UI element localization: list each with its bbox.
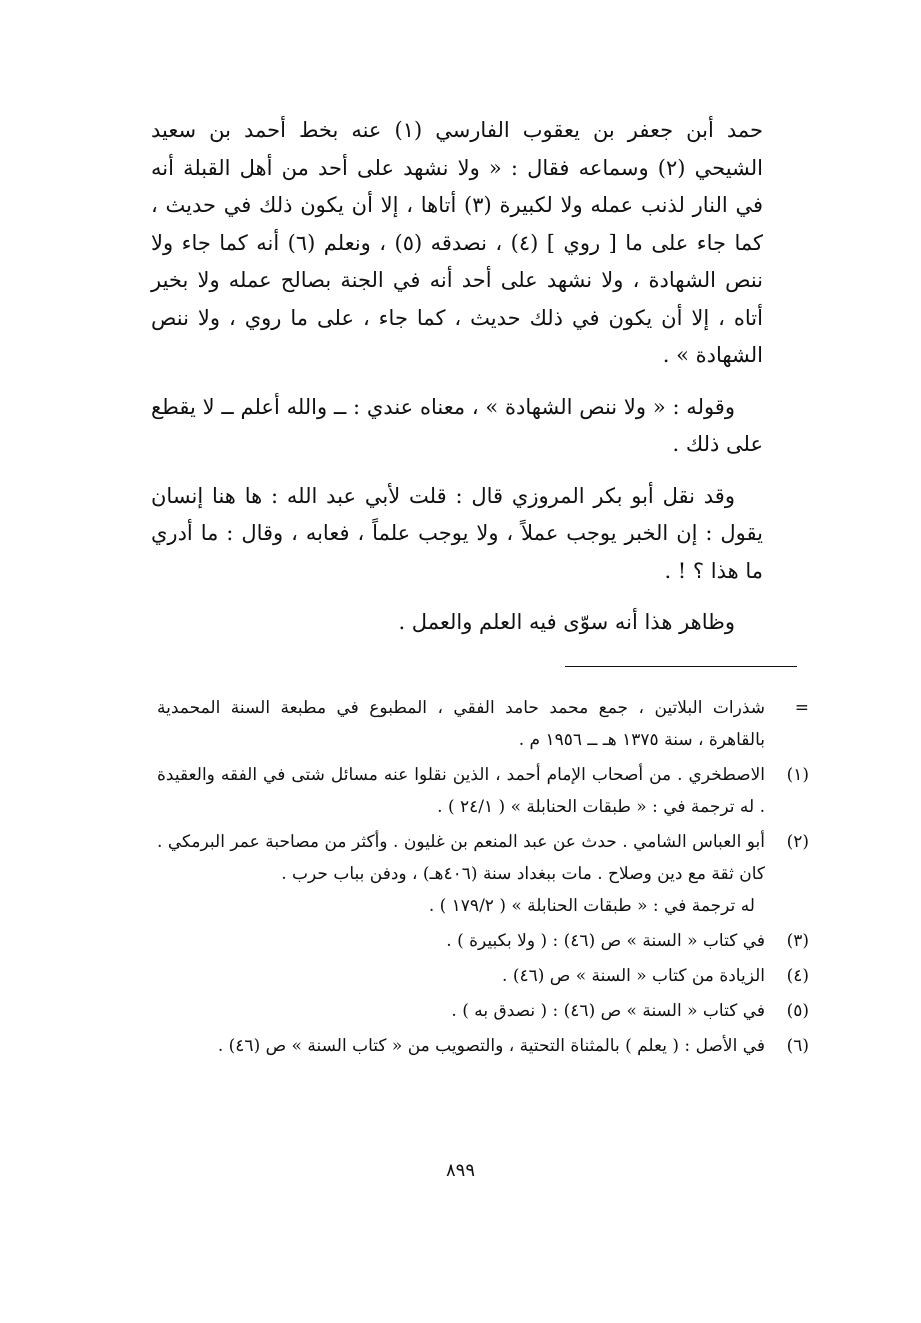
footnote-text: الزيادة من كتاب « السنة » ص (٤٦) .: [502, 966, 765, 986]
footnote-text: الاصطخري . من أصحاب الإمام أحمد ، الذين نقلوا عنه مسائل شتى في الفقه والعقيدة . له ترجمة في : « طبقات الحنابلة » ( ٢٤/١ ) .: [157, 765, 765, 817]
footnote-1: [157, 759, 809, 823]
footnote-text: في الأصل : ( يعلم ) بالمثناة التحتية ، والتصويب من « كتاب السنة » ص (٤٦) .: [217, 1036, 765, 1056]
footnote-marker: (١): [786, 765, 809, 785]
footnote-text-block: [157, 826, 765, 922]
paragraph-1: حمد أبن جعفر بن يعقوب الفارسي (١) عنه بخط أحمد بن سعيد الشيحي (٢) وسماعه فقال : « ولا نشهد على أحد من أهل القبلة أنه في النار لذنب عمله ولا لكبيرة (٣) أتاها ، إلا أن يكون ذلك في حديث ، كما جاء على ما [ روي ] (٤) ، نصدقه (٥) ، ونعلم (٦) أنه كما جاء ولا ننص الشهادة ، ولا نشهد على أحد أنه في الجنة بصالح عمله ولا بخير أتاه ، إلا أن يكون في ذلك حديث ، كما جاء ، على ما روي ، ولا ننص الشهادة » .: [151, 118, 764, 367]
footnote-2: [157, 826, 809, 922]
footnote-5: [157, 995, 809, 1027]
paragraph-4: وظاهر هذا أنه سوّى فيه العلم والعمل .: [398, 610, 735, 634]
paragraph-3: وقد نقل أبو بكر المروزي قال : قلت لأبي عبد الله : ها هنا إنسان يقول : إن الخبر يوجب عملاً ، ولا يوجب علماً ، فعابه ، وقال : ما أدري ما هذا ؟ ! .: [151, 483, 763, 583]
footnote-marker: (٢): [786, 832, 809, 852]
footnote-marker: (٥): [786, 1001, 809, 1021]
paragraph-2: وقوله : « ولا ننص الشهادة » ، معناه عندي : ــ والله أعلم ــ لا يقطع على ذلك .: [151, 394, 763, 456]
footnote-text: شذرات البلاتين ، جمع محمد حامد الفقي ، المطبوع في مطبعة السنة المحمدية بالقاهرة ، سنة ١٣٧٥ هـ ــ ١٩٥٦ م .: [157, 698, 765, 750]
footnote-6: [157, 1030, 809, 1062]
page-number: ٨٩٩: [445, 1160, 475, 1181]
footnote-4: [157, 960, 809, 992]
footnote-marker: (٤): [786, 966, 809, 986]
footnote-text: في كتاب « السنة » ص (٤٦) : ( ولا بكبيرة ) .: [446, 931, 765, 951]
footnote-marker: =: [794, 698, 809, 718]
footnote-text: في كتاب « السنة » ص (٤٦) : ( نصدق به ) .: [451, 1001, 765, 1021]
footnote-divider: [565, 666, 797, 667]
footnotes-section: [157, 692, 809, 1065]
footnote-marker: (٦): [786, 1036, 809, 1056]
footnote-text: أبو العباس الشامي . حدث عن عبد المنعم بن غليون . وأكثر من مصاحبة عمر البرمكي . كان ثقة مع دين وصلاح . مات ببغداد سنة (٤٠٦هـ) ، ودفن بباب حرب .: [157, 832, 765, 884]
footnote-marker: (٣): [786, 931, 809, 951]
main-text-body: [151, 112, 763, 642]
footnote-continuation: [157, 692, 809, 756]
footnote-3: [157, 925, 809, 957]
footnote-subline: له ترجمة في : « طبقات الحنابلة » ( ١٧٩/٢ ) .: [428, 896, 755, 916]
